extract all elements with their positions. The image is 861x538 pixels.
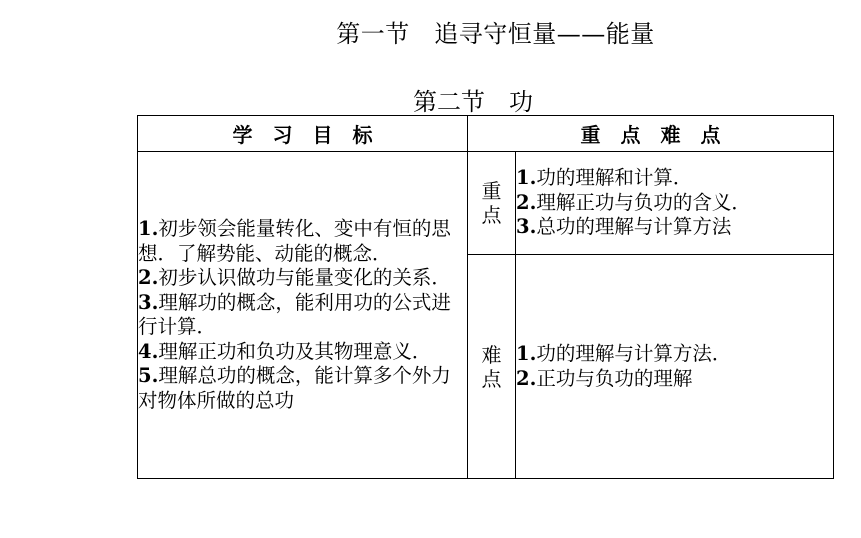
objective-item: 4.理解正功和负功及其物理意义． (138, 339, 432, 363)
header-learning-objectives: 学 习 目 标 (138, 116, 468, 152)
section-title: 第二节 功 (413, 88, 533, 116)
objective-item: 2.初步认识做功与能量变化的关系． (138, 266, 451, 289)
objectives-cell (138, 152, 468, 479)
key-points-cell (516, 152, 834, 255)
key-points-label: 重 点 (468, 152, 516, 255)
difficulties-cell (516, 255, 834, 479)
chapter-title: 第一节 追寻守恒量——能量 (336, 20, 655, 48)
key-point-item: 1.功的理解和计算． (516, 166, 693, 190)
difficulty-item: 2.正功与负功的理解 (516, 366, 693, 390)
objective-item: 1.初步领会能量转化、变中有恒的思想．了解势能、动能的概念． (138, 217, 451, 265)
objective-item: 3.理解功的概念，能利用功的公式进行计算． (138, 290, 451, 338)
difficulty-item: 1.功的理解与计算方法． (516, 342, 732, 365)
header-key-and-difficult-points: 重 点 难 点 (468, 116, 834, 152)
objective-item: 5.理解总功的概念，能计算多个外力对物体所做的总功 (138, 364, 451, 412)
objectives-table (137, 115, 834, 479)
difficulties-label: 难 点 (468, 255, 516, 479)
key-point-item: 2.理解正功与负功的含义． (516, 190, 751, 214)
key-point-item: 3.总功的理解与计算方法 (516, 215, 732, 239)
